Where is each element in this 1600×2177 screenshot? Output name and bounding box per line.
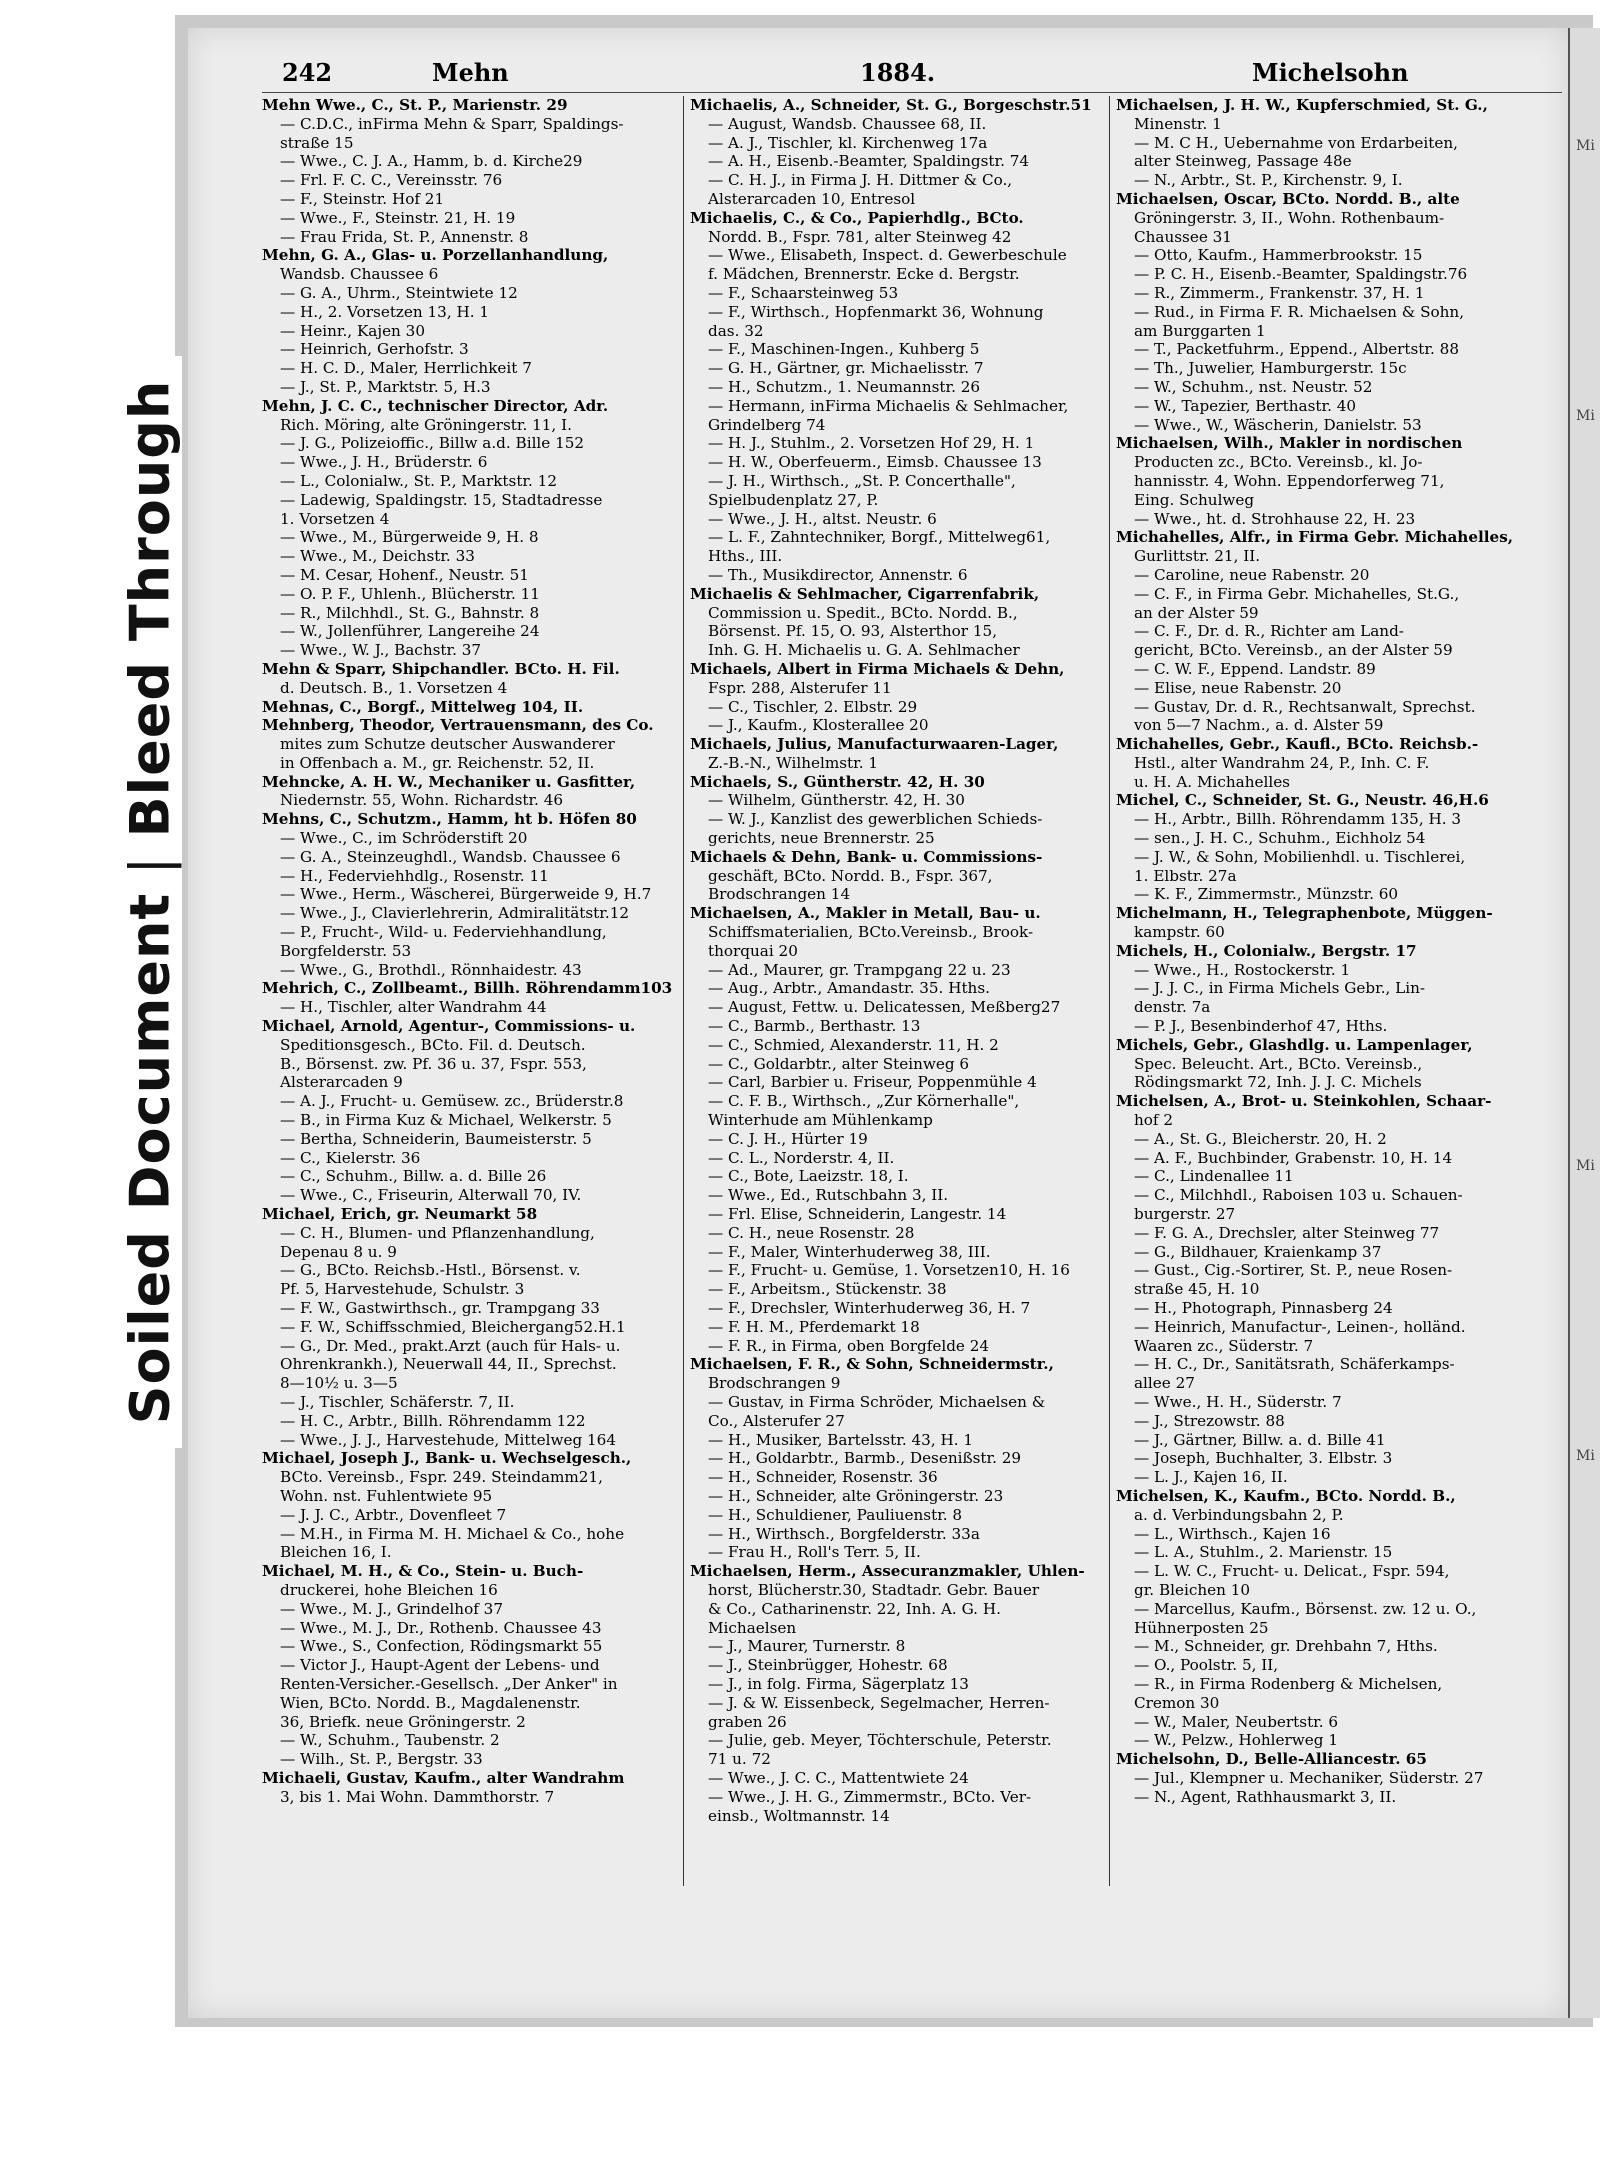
- directory-entry-heading: Michels, H., Colonialw., Bergstr. 17: [1116, 941, 1417, 960]
- directory-entry-line: Wien, BCto. Nordd. B., Magdalenenstr.: [280, 1693, 581, 1712]
- directory-entry-line: — Wwe., G., Brothdl., Rönnhaidestr. 43: [280, 960, 582, 979]
- directory-entry-line: — Wilhelm, Güntherstr. 42, H. 30: [708, 791, 965, 810]
- directory-entry-heading: Michaels, Albert in Firma Michaels & Dehn,: [690, 659, 1065, 678]
- directory-entry-line: — J., Steinbrügger, Hohestr. 68: [708, 1656, 948, 1675]
- directory-entry-line: — W., Jollenführer, Langereihe 24: [280, 622, 540, 641]
- directory-entry-line: — A. F., Buchbinder, Grabenstr. 10, H. 14: [1134, 1148, 1453, 1167]
- directory-entry-line: — Elise, neue Rabenstr. 20: [1134, 678, 1342, 697]
- directory-entry-line: — O., Poolstr. 5, II,: [1134, 1656, 1279, 1675]
- directory-entry-line: — M., Schneider, gr. Drehbahn 7, Hths.: [1134, 1637, 1438, 1656]
- directory-entry-heading: Mehn, J. C. C., technischer Director, Adr.: [262, 396, 609, 415]
- directory-entry-line: — Frl. F. C. C., Vereinsstr. 76: [280, 171, 503, 190]
- directory-entry-line: Waaren zc., Süderstr. 7: [1134, 1336, 1314, 1355]
- directory-entry-line: Hühnerposten 25: [1134, 1618, 1269, 1637]
- directory-entry-line: — J. G., Polizeioffic., Billw a.d. Bille 152: [280, 434, 585, 453]
- directory-entry-line: Producten zc., BCto. Vereinsb., kl. Jo-: [1134, 453, 1423, 472]
- directory-entry-line: mites zum Schutze deutscher Auswanderer: [280, 735, 615, 754]
- directory-entry-line: Rich. Möring, alte Gröningerstr. 11, I.: [280, 415, 572, 434]
- directory-entry-line: — Wwe., M., Bürgerweide 9, H. 8: [280, 528, 539, 547]
- directory-entry-line: Eing. Schulweg: [1134, 490, 1255, 509]
- directory-entry-line: — Victor J., Haupt-Agent der Lebens- und: [280, 1656, 600, 1675]
- directory-entry-heading: Michaelsen, Herm., Assecuranzmakler, Uhlen-: [690, 1562, 1085, 1581]
- directory-entry-line: Michaelsen: [708, 1618, 797, 1637]
- directory-entry-heading: Mehncke, A. H. W., Mechaniker u. Gasfitter,: [262, 772, 636, 791]
- directory-entry-line: — H. W., Oberfeuerm., Eimsb. Chaussee 13: [708, 453, 1042, 472]
- directory-entry-line: — C., Tischler, 2. Elbstr. 29: [708, 697, 918, 716]
- label-bleed-through: Bleed Through: [118, 379, 182, 838]
- directory-entry-line: — Gustav, in Firma Schröder, Michaelsen &: [708, 1392, 1046, 1411]
- directory-entry-line: — Wwe., ht. d. Strohhause 22, H. 23: [1134, 509, 1416, 528]
- directory-entry-line: — Wwe., F., Steinstr. 21, H. 19: [280, 208, 516, 227]
- directory-entry-line: — C. L., Norderstr. 4, II.: [708, 1148, 895, 1167]
- next-page-edge: [1568, 28, 1600, 2018]
- directory-entry-line: — F., Maschinen-Ingen., Kuhberg 5: [708, 340, 980, 359]
- directory-entry-line: — Wwe., M. J., Grindelhof 37: [280, 1599, 503, 1618]
- directory-entry-line: — Heinrich, Manufactur-, Leinen-, holländ.: [1134, 1317, 1466, 1336]
- directory-entry-line: — C., Schmied, Alexanderstr. 11, H. 2: [708, 1035, 999, 1054]
- directory-entry-line: — H., Schuldiener, Pauliuenstr. 8: [708, 1505, 963, 1524]
- directory-entry-line: u. H. A. Michahelles: [1134, 772, 1290, 791]
- directory-entry-line: denstr. 7a: [1134, 998, 1211, 1017]
- directory-entry-line: BCto. Vereinsb., Fspr. 249. Steindamm21,: [280, 1468, 603, 1487]
- directory-entry-line: Co., Alsterufer 27: [708, 1411, 845, 1430]
- directory-entry-line: — T., Packetfuhrm., Eppend., Albertstr. 88: [1134, 340, 1459, 359]
- directory-entry-line: — H., Photograph, Pinnasberg 24: [1134, 1299, 1393, 1317]
- directory-entry-heading: Michaels & Dehn, Bank- u. Commissions-: [690, 847, 1043, 866]
- directory-entry-line: — W. J., Kanzlist des gewerblichen Schieds-: [708, 810, 1043, 829]
- directory-entry-heading: Michahelles, Alfr., in Firma Gebr. Michahelles,: [1116, 528, 1514, 547]
- directory-entry-line: an der Alster 59: [1134, 603, 1259, 622]
- directory-entry-line: — F. W., Gastwirthsch., gr. Trampgang 33: [280, 1299, 600, 1317]
- directory-entry-line: — Bertha, Schneiderin, Baumeisterstr. 5: [280, 1129, 592, 1148]
- directory-entry-line: — C.D.C., inFirma Mehn & Sparr, Spaldings-: [280, 114, 624, 133]
- directory-entry-line: druckerei, hohe Bleichen 16: [280, 1580, 498, 1599]
- directory-entry-line: — Joseph, Buchhalter, 3. Elbstr. 3: [1134, 1449, 1393, 1468]
- directory-entry-line: — Wwe., H. H., Süderstr. 7: [1134, 1392, 1342, 1411]
- directory-entry-line: Chaussee 31: [1134, 227, 1232, 246]
- directory-entry-heading: Mehnas, C., Borgf., Mittelweg 104, II.: [262, 697, 584, 716]
- directory-entry-heading: Michael, Erich, gr. Neumarkt 58: [262, 1205, 538, 1224]
- directory-entry-line: einsb., Woltmannstr. 14: [708, 1806, 890, 1825]
- directory-entry-line: — C., Bote, Laeizstr. 18, I.: [708, 1167, 909, 1186]
- directory-entry-line: — Th., Juwelier, Hamburgerstr. 15c: [1134, 359, 1407, 378]
- directory-entry-line: — H., Schneider, Rosenstr. 36: [708, 1468, 938, 1487]
- page-number: 242: [282, 58, 333, 87]
- directory-entry-line: 1. Elbstr. 27a: [1134, 866, 1237, 885]
- directory-entry-line: — J., St. P., Marktstr. 5, H.3: [280, 377, 491, 396]
- directory-entry-line: — H., Schneider, alte Gröningerstr. 23: [708, 1486, 1004, 1505]
- header-right-word: Michelsohn: [1252, 58, 1409, 87]
- directory-entry-line: — Wwe., Herm., Wäscherei, Bürgerweide 9, H.7: [280, 885, 652, 904]
- directory-entry-line: — Wilh., St. P., Bergstr. 33: [280, 1750, 483, 1769]
- directory-entry-line: gericht, BCto. Vereinsb., an der Alster 59: [1134, 641, 1453, 660]
- directory-entry-line: — W., Pelzw., Hohlerweg 1: [1134, 1731, 1338, 1750]
- directory-column-1: [262, 96, 678, 1807]
- directory-entry-line: — Wwe., J. H., Brüderstr. 6: [280, 453, 488, 472]
- directory-entry-line: das. 32: [708, 321, 764, 340]
- directory-entry-line: — Ladewig, Spaldingstr. 15, Stadtadresse: [280, 490, 603, 509]
- directory-entry-line: in Offenbach a. M., gr. Reichenstr. 52, II.: [280, 753, 595, 772]
- directory-entry-line: — Caroline, neue Rabenstr. 20: [1134, 565, 1370, 584]
- directory-entry-line: Fspr. 288, Alsterufer 11: [708, 678, 892, 697]
- directory-entry-line: Schiffsmaterialien, BCto.Vereinsb., Brook-: [708, 923, 1034, 942]
- directory-entry-line: — W., Schuhm., Taubenstr. 2: [280, 1731, 500, 1750]
- directory-entry-line: — Aug., Arbtr., Amandastr. 35. Hths.: [708, 979, 990, 998]
- directory-entry-line: — J. J. C., in Firma Michels Gebr., Lin-: [1134, 979, 1426, 998]
- directory-entry-line: — Gust., Cig.-Sortirer, St. P., neue Rosen-: [1134, 1261, 1453, 1280]
- directory-entry-line: — Frau H., Roll's Terr. 5, II.: [708, 1543, 921, 1562]
- directory-entry-line: Ohrenkrankh.), Neuerwall 44, II., Sprechst.: [280, 1355, 617, 1374]
- column-divider: [1109, 96, 1110, 1886]
- directory-entry-line: f. Mädchen, Brennerstr. Ecke d. Bergstr.: [708, 265, 1020, 284]
- directory-entry-line: — Wwe., C., im Schröderstift 20: [280, 829, 528, 848]
- directory-entry-line: — C. H. J., in Firma J. H. Dittmer & Co.,: [708, 171, 1013, 190]
- directory-entry-line: — N., Agent, Rathhausmarkt 3, II.: [1134, 1787, 1397, 1806]
- directory-entry-line: — Frau Frida, St. P., Annenstr. 8: [280, 227, 529, 246]
- directory-entry-line: — L. J., Kajen 16, II.: [1134, 1468, 1288, 1487]
- directory-entry-heading: Michaelsen, Wilh., Makler in nordischen: [1116, 434, 1463, 453]
- directory-entry-line: — J. H., Wirthsch., „St. P. Concerthalle",: [708, 471, 1016, 490]
- directory-entry-line: — August, Fettw. u. Delicatessen, Meßberg27: [708, 998, 1061, 1017]
- directory-entry-heading: Michelsohn, D., Belle-Alliancestr. 65: [1116, 1750, 1427, 1769]
- directory-entry-line: — C., Barmb., Berthastr. 13: [708, 1017, 921, 1036]
- directory-entry-line: — Wwe., Elisabeth, Inspect. d. Gewerbeschule: [708, 246, 1067, 265]
- directory-entry-line: — H. C., Dr., Sanitätsrath, Schäferkamps-: [1134, 1355, 1455, 1374]
- directory-entry-line: — A., St. G., Bleicherstr. 20, H. 2: [1134, 1129, 1387, 1148]
- directory-entry-line: — G. A., Steinzeughdl., Wandsb. Chaussee 6: [280, 847, 621, 866]
- directory-entry-line: hof 2: [1134, 1111, 1174, 1130]
- directory-entry-line: Rödingsmarkt 72, Inh. J. J. C. Michels: [1134, 1073, 1422, 1092]
- directory-entry-line: 1. Vorsetzen 4: [280, 509, 390, 528]
- directory-entry-line: — L. F., Zahntechniker, Borgf., Mittelweg61,: [708, 528, 1051, 547]
- directory-entry-line: — Carl, Barbier u. Friseur, Poppenmühle 4: [708, 1073, 1037, 1092]
- directory-entry-line: — Wwe., H., Rostockerstr. 1: [1134, 960, 1351, 979]
- directory-entry-line: allee 27: [1134, 1374, 1195, 1393]
- directory-entry-heading: Michaels, Julius, Manufacturwaaren-Lager,: [690, 735, 1059, 754]
- directory-entry-line: — R., Milchhdl., St. G., Bahnstr. 8: [280, 603, 540, 622]
- directory-entry-line: — sen., J. H. C., Schuhm., Eichholz 54: [1134, 829, 1426, 848]
- directory-entry-line: Grindelberg 74: [708, 415, 826, 434]
- directory-entry-line: — J. J. C., Arbtr., Dovenfleet 7: [280, 1505, 507, 1524]
- directory-entry-line: Borgfelderstr. 53: [280, 941, 412, 960]
- directory-entry-line: — Wwe., J. H., altst. Neustr. 6: [708, 509, 937, 528]
- directory-entry-line: — C., Milchhdl., Raboisen 103 u. Schauen-: [1134, 1186, 1463, 1205]
- directory-entry-line: — H., Wirthsch., Borgfelderstr. 33a: [708, 1524, 980, 1543]
- directory-entry-line: — J., in folg. Firma, Sägerplatz 13: [708, 1674, 969, 1693]
- directory-entry-line: Börsenst. Pf. 15, O. 93, Alsterthor 15,: [708, 622, 998, 641]
- directory-entry-line: — Wwe., J. C. C., Mattentwiete 24: [708, 1768, 969, 1787]
- directory-entry-line: 71 u. 72: [708, 1750, 771, 1769]
- directory-entry-line: d. Deutsch. B., 1. Vorsetzen 4: [280, 678, 508, 697]
- edge-ghost-text: Mi: [1576, 1448, 1595, 1464]
- header-rule: [262, 92, 1562, 93]
- directory-entry-line: — C. F., in Firma Gebr. Michahelles, St.G.,: [1134, 584, 1460, 603]
- directory-entry-line: — C. W. F., Eppend. Landstr. 89: [1134, 659, 1376, 678]
- directory-entry-line: — Wwe., C. J. A., Hamm, b. d. Kirche29: [280, 152, 583, 171]
- directory-entry-line: Inh. G. H. Michaelis u. G. A. Sehlmacher: [708, 641, 1020, 660]
- directory-entry-line: — P. J., Besenbinderhof 47, Hths.: [1134, 1017, 1388, 1036]
- directory-entry-line: — J., Tischler, Schäferstr. 7, II.: [280, 1392, 515, 1411]
- directory-entry-line: — F., Arbeitsm., Stückenstr. 38: [708, 1280, 947, 1299]
- directory-entry-line: am Burggarten 1: [1134, 321, 1266, 340]
- directory-entry-line: von 5—7 Nachm., a. d. Alster 59: [1134, 716, 1384, 735]
- directory-entry-line: 3, bis 1. Mai Wohn. Dammthorstr. 7: [280, 1787, 555, 1806]
- directory-entry-line: B., Börsenst. zw. Pf. 36 u. 37, Fspr. 553,: [280, 1054, 587, 1073]
- directory-entry-line: — Wwe., J. H. G., Zimmermstr., BCto. Ver-: [708, 1787, 1032, 1806]
- side-label-text: [119, 380, 182, 1425]
- directory-entry-line: straße 15: [280, 133, 354, 152]
- side-label: [118, 356, 182, 1448]
- directory-entry-line: Minenstr. 1: [1134, 114, 1222, 133]
- directory-entry-heading: Mehrich, C., Zollbeamt., Billh. Röhrendamm103: [262, 979, 673, 998]
- directory-entry-line: Nordd. B., Fspr. 781, alter Steinweg 42: [708, 227, 1012, 246]
- directory-entry-line: — H., 2. Vorsetzen 13, H. 1: [280, 302, 490, 321]
- directory-entry-line: — Wwe., J., Clavierlehrerin, Admiralitätstr.12: [280, 904, 630, 923]
- directory-entry-heading: Michaelis, A., Schneider, St. G., Borgeschstr.51: [690, 96, 1092, 114]
- directory-entry-line: Brodschrangen 14: [708, 885, 851, 904]
- directory-entry-line: — W., Maler, Neubertstr. 6: [1134, 1712, 1339, 1731]
- directory-entry-line: — M.H., in Firma M. H. Michael & Co., hohe: [280, 1524, 625, 1543]
- directory-entry-line: Hstl., alter Wandrahm 24, P., Inh. C. F.: [1134, 753, 1430, 772]
- directory-entry-heading: Michaelsen, J. H. W., Kupferschmied, St. G.,: [1116, 96, 1488, 114]
- directory-entry-line: Commission u. Spedit., BCto. Nordd. B.,: [708, 603, 1018, 622]
- header-year: 1884.: [860, 58, 936, 87]
- directory-entry-heading: Michelsen, K., Kaufm., BCto. Nordd. B.,: [1116, 1486, 1456, 1505]
- directory-entry-line: — H. C., Arbtr., Billh. Röhrendamm 122: [280, 1411, 586, 1430]
- directory-entry-line: burgerstr. 27: [1134, 1205, 1236, 1224]
- directory-entry-line: — F., Wirthsch., Hopfenmarkt 36, Wohnung: [708, 302, 1044, 321]
- directory-entry-line: — H., Goldarbtr., Barmb., Desenißstr. 29: [708, 1449, 1022, 1468]
- directory-entry-heading: Mehn, G. A., Glas- u. Porzellanhandlung,: [262, 246, 609, 265]
- directory-entry-line: Gurlittstr. 21, II.: [1134, 547, 1261, 566]
- directory-entry-line: — H., Tischler, alter Wandrahm 44: [280, 998, 547, 1017]
- directory-entry-line: — Wwe., S., Confection, Rödingsmarkt 55: [280, 1637, 603, 1656]
- directory-entry-heading: Michel, C., Schneider, St. G., Neustr. 46,H.6: [1116, 791, 1489, 810]
- directory-entry-line: — G. A., Uhrm., Steintwiete 12: [280, 283, 518, 302]
- directory-entry-line: — G. H., Gärtner, gr. Michaelisstr. 7: [708, 359, 984, 378]
- directory-entry-line: — R., Zimmerm., Frankenstr. 37, H. 1: [1134, 283, 1425, 302]
- directory-entry-line: — Th., Musikdirector, Annenstr. 6: [708, 565, 968, 584]
- directory-entry-heading: Michaelis & Sehlmacher, Cigarrenfabrik,: [690, 584, 1040, 603]
- directory-entry-line: — C., Goldarbtr., alter Steinweg 6: [708, 1054, 970, 1073]
- directory-entry-line: Gröningerstr. 3, II., Wohn. Rothenbaum-: [1134, 208, 1445, 227]
- directory-entry-line: Winterhude am Mühlenkamp: [708, 1111, 933, 1130]
- directory-entry-heading: Michaels, S., Güntherstr. 42, H. 30: [690, 772, 985, 791]
- directory-entry-line: — F. H. M., Pferdemarkt 18: [708, 1317, 920, 1336]
- directory-entry-line: — G., Dr. Med., prakt.Arzt (auch für Hals- u.: [280, 1336, 621, 1355]
- directory-entry-line: — A. J., Frucht- u. Gemüsew. zc., Brüderstr.8: [280, 1092, 624, 1111]
- label-soiled-document: Soiled Document: [118, 892, 182, 1425]
- directory-entry-line: Brodschrangen 9: [708, 1374, 841, 1393]
- directory-entry-line: — C., Lindenallee 11: [1134, 1167, 1294, 1186]
- directory-entry-line: — C. J. H., Hürter 19: [708, 1129, 868, 1148]
- directory-entry-line: Pf. 5, Harvestehude, Schulstr. 3: [280, 1280, 525, 1299]
- directory-entry-line: Spielbudenplatz 27, P.: [708, 490, 879, 509]
- directory-entry-heading: Mehn & Sparr, Shipchandler. BCto. H. Fil.: [262, 659, 620, 678]
- directory-entry-heading: Michels, Gebr., Glashdlg. u. Lampenlager,: [1116, 1035, 1473, 1054]
- edge-ghost-text: Mi: [1576, 138, 1595, 154]
- directory-entry-heading: Michaelis, C., & Co., Papierhdlg., BCto.: [690, 208, 1024, 227]
- directory-entry-line: — Hermann, inFirma Michaelis & Sehlmacher,: [708, 396, 1069, 415]
- directory-entry-line: — B., in Firma Kuz & Michael, Welkerstr. 5: [280, 1111, 612, 1130]
- directory-entry-line: — W., Tapezier, Berthastr. 40: [1134, 396, 1357, 415]
- directory-entry-heading: Mehnberg, Theodor, Vertrauensmann, des Co.: [262, 716, 654, 735]
- directory-entry-heading: Michael, Arnold, Agentur-, Commissions- u.: [262, 1017, 636, 1036]
- directory-entry-line: Renten-Versicher.-Gesellsch. „Der Anker" in: [280, 1674, 618, 1693]
- directory-entry-heading: Michaelsen, A., Makler in Metall, Bau- u.: [690, 904, 1041, 923]
- directory-entry-line: — C. F., Dr. d. R., Richter am Land-: [1134, 622, 1404, 641]
- directory-entry-line: — J., Strezowstr. 88: [1134, 1411, 1285, 1430]
- directory-entry-line: — G., BCto. Reichsb.-Hstl., Börsenst. v.: [280, 1261, 581, 1280]
- directory-entry-line: Spec. Beleucht. Art., BCto. Vereinsb.,: [1134, 1054, 1423, 1073]
- directory-entry-line: graben 26: [708, 1712, 787, 1731]
- directory-entry-line: straße 45, H. 10: [1134, 1280, 1260, 1299]
- directory-entry-line: — C. H., neue Rosenstr. 28: [708, 1223, 915, 1242]
- directory-entry-line: — H. C. D., Maler, Herrlichkeit 7: [280, 359, 532, 378]
- directory-entry-line: — P. C. H., Eisenb.-Beamter, Spaldingstr.76: [1134, 265, 1468, 284]
- directory-entry-line: — J., Maurer, Turnerstr. 8: [708, 1637, 906, 1656]
- label-separator: |: [118, 855, 182, 875]
- directory-entry-line: horst, Blücherstr.30, Stadtadr. Gebr. Bauer: [708, 1580, 1040, 1599]
- directory-entry-line: Alsterarcaden 9: [280, 1073, 403, 1092]
- directory-entry-line: — Frl. Elise, Schneiderin, Langestr. 14: [708, 1205, 1007, 1224]
- directory-entry-heading: Michelmann, H., Telegraphenbote, Müggen-: [1116, 904, 1493, 923]
- directory-entry-line: — F. W., Schiffsschmied, Bleichergang52.H.1: [280, 1317, 626, 1336]
- directory-entry-line: — N., Arbtr., St. P., Kirchenstr. 9, I.: [1134, 171, 1403, 190]
- directory-entry-line: — Wwe., Ed., Rutschbahn 3, II.: [708, 1186, 949, 1205]
- directory-entry-line: Cremon 30: [1134, 1693, 1220, 1712]
- directory-entry-line: gerichts, neue Brennerstr. 25: [708, 829, 935, 848]
- directory-entry-line: — H., Musiker, Bartelsstr. 43, H. 1: [708, 1430, 974, 1449]
- directory-entry-line: — M. C H., Uebernahme von Erdarbeiten,: [1134, 133, 1458, 152]
- directory-entry-line: — L., Colonialw., St. P., Marktstr. 12: [280, 471, 558, 490]
- directory-entry-line: — Heinr., Kajen 30: [280, 321, 425, 340]
- directory-entry-line: — Marcellus, Kaufm., Börsenst. zw. 12 u. O.,: [1134, 1599, 1477, 1618]
- directory-entry-line: — R., in Firma Rodenberg & Michelsen,: [1134, 1674, 1443, 1693]
- column-divider: [683, 96, 684, 1886]
- directory-entry-line: — C. H., Blumen- und Pflanzenhandlung,: [280, 1223, 595, 1242]
- directory-entry-line: — L., Wirthsch., Kajen 16: [1134, 1524, 1331, 1543]
- directory-entry-heading: Michelsen, A., Brot- u. Steinkohlen, Schaar-: [1116, 1092, 1492, 1111]
- directory-entry-line: Bleichen 16, I.: [280, 1543, 392, 1562]
- directory-entry-line: — Rud., in Firma F. R. Michaelsen & Sohn,: [1134, 302, 1465, 321]
- directory-entry-line: — August, Wandsb. Chaussee 68, II.: [708, 114, 987, 133]
- directory-entry-line: gr. Bleichen 10: [1134, 1580, 1251, 1599]
- directory-entry-line: Hths., III.: [708, 547, 783, 566]
- directory-entry-line: Wohn. nst. Fuhlentwiete 95: [280, 1486, 493, 1505]
- directory-entry-line: — Wwe., M. J., Dr., Rothenb. Chaussee 43: [280, 1618, 602, 1637]
- edge-ghost-text: Mi: [1576, 408, 1595, 424]
- directory-entry-line: thorquai 20: [708, 941, 798, 960]
- directory-entry-line: — C., Schuhm., Billw. a. d. Bille 26: [280, 1167, 547, 1186]
- directory-entry-line: — J. W., & Sohn, Mobilienhdl. u. Tischlerei,: [1134, 847, 1466, 866]
- directory-entry-heading: Mehns, C., Schutzm., Hamm, ht b. Höfen 80: [262, 810, 637, 829]
- directory-entry-heading: Michahelles, Gebr., Kaufl., BCto. Reichsb.-: [1116, 735, 1479, 754]
- directory-entry-line: Speditionsgesch., BCto. Fil. d. Deutsch.: [280, 1035, 586, 1054]
- directory-entry-line: — H., Federviehhdlg., Rosenstr. 11: [280, 866, 549, 885]
- directory-entry-heading: Michael, M. H., & Co., Stein- u. Buch-: [262, 1562, 584, 1581]
- directory-entry-line: — Jul., Klempner u. Mechaniker, Süderstr. 27: [1134, 1768, 1484, 1787]
- directory-entry-line: Niedernstr. 55, Wohn. Richardstr. 46: [280, 791, 564, 810]
- directory-entry-line: — H. J., Stuhlm., 2. Vorsetzen Hof 29, H. 1: [708, 434, 1035, 453]
- directory-entry-line: a. d. Verbindungsbahn 2, P.: [1134, 1505, 1344, 1524]
- directory-entry-line: — F., Steinstr. Hof 21: [280, 189, 445, 208]
- directory-entry-line: — Ad., Maurer, gr. Trampgang 22 u. 23: [708, 960, 1011, 979]
- directory-entry-heading: Michael, Joseph J., Bank- u. Wechselgesch.,: [262, 1449, 632, 1468]
- directory-entry-line: — Otto, Kaufm., Hammerbrookstr. 15: [1134, 246, 1423, 265]
- directory-entry-line: — O. P. F., Uhlenh., Blücherstr. 11: [280, 584, 540, 603]
- directory-entry-line: geschäft, BCto. Nordd. B., Fspr. 367,: [708, 866, 993, 885]
- directory-entry-line: — Wwe., W., Wäscherin, Danielstr. 53: [1134, 415, 1422, 434]
- directory-entry-line: 36, Briefk. neue Gröningerstr. 2: [280, 1712, 526, 1731]
- directory-entry-line: Depenau 8 u. 9: [280, 1242, 397, 1261]
- directory-entry-line: & Co., Catharinenstr. 22, Inh. A. G. H.: [708, 1599, 1001, 1618]
- directory-entry-line: — F. R., in Firma, oben Borgfelde 24: [708, 1336, 990, 1355]
- directory-entry-line: — Wwe., J. J., Harvestehude, Mittelweg 164: [280, 1430, 616, 1449]
- directory-entry-line: — J., Kaufm., Klosterallee 20: [708, 716, 929, 735]
- directory-column-3: [1116, 96, 1532, 1807]
- directory-entry-line: alter Steinweg, Passage 48e: [1134, 152, 1352, 171]
- directory-entry-line: — Wwe., M., Deichstr. 33: [280, 547, 475, 566]
- directory-entry-line: hannisstr. 4, Wohn. Eppendorferweg 71,: [1134, 471, 1445, 490]
- directory-entry-line: — G., Bildhauer, Kraienkamp 37: [1134, 1242, 1382, 1261]
- directory-entry-heading: Michaelsen, F. R., & Sohn, Schneidermstr.,: [690, 1355, 1054, 1374]
- directory-entry-line: — F., Schaarsteinweg 53: [708, 283, 899, 302]
- directory-entry-line: — Heinrich, Gerhofstr. 3: [280, 340, 469, 359]
- directory-entry-line: — M. Cesar, Hohenf., Neustr. 51: [280, 565, 529, 584]
- directory-entry-line: — J., Gärtner, Billw. a. d. Bille 41: [1134, 1430, 1386, 1449]
- directory-entry-line: — C., Kielerstr. 36: [280, 1148, 421, 1167]
- directory-entry-line: kampstr. 60: [1134, 923, 1225, 942]
- edge-ghost-text: Mi: [1576, 1158, 1595, 1174]
- directory-entry-heading: Michaeli, Gustav, Kaufm., alter Wandrahm: [262, 1768, 625, 1787]
- directory-entry-line: — F., Drechsler, Winterhuderweg 36, H. 7: [708, 1299, 1031, 1317]
- directory-entry-heading: Mehn Wwe., C., St. P., Marienstr. 29: [262, 96, 568, 114]
- directory-entry-line: Wandsb. Chaussee 6: [280, 265, 439, 284]
- directory-entry-line: — Julie, geb. Meyer, Töchterschule, Peterstr.: [708, 1731, 1052, 1750]
- directory-entry-heading: Michaelsen, Oscar, BCto. Nordd. B., alte: [1116, 189, 1460, 208]
- directory-entry-line: — P., Frucht-, Wild- u. Federviehhandlung,: [280, 923, 607, 942]
- directory-entry-line: Z.-B.-N., Wilhelmstr. 1: [708, 753, 879, 772]
- directory-entry-line: — W., Schuhm., nst. Neustr. 52: [1134, 377, 1373, 396]
- directory-entry-line: — Wwe., C., Friseurin, Alterwall 70, IV.: [280, 1186, 582, 1205]
- directory-entry-line: — F., Maler, Winterhuderweg 38, III.: [708, 1242, 991, 1261]
- directory-entry-line: 8—10½ u. 3—5: [280, 1374, 398, 1393]
- directory-entry-line: Alsterarcaden 10, Entresol: [708, 189, 916, 208]
- directory-entry-line: — L. A., Stuhlm., 2. Marienstr. 15: [1134, 1543, 1393, 1562]
- header-left-word: Mehn: [432, 58, 509, 87]
- directory-entry-line: — J. & W. Eissenbeck, Segelmacher, Herren-: [708, 1693, 1050, 1712]
- directory-entry-line: — F. G. A., Drechsler, alter Steinweg 77: [1134, 1223, 1440, 1242]
- directory-entry-line: — C. F. B., Wirthsch., „Zur Körnerhalle",: [708, 1092, 1020, 1111]
- directory-entry-line: — Wwe., W. J., Bachstr. 37: [280, 641, 482, 660]
- directory-entry-line: — A. J., Tischler, kl. Kirchenweg 17a: [708, 133, 988, 152]
- directory-entry-line: — Gustav, Dr. d. R., Rechtsanwalt, Sprechst.: [1134, 697, 1476, 716]
- directory-entry-line: — H., Arbtr., Billh. Röhrendamm 135, H. 3: [1134, 810, 1462, 829]
- directory-entry-line: — H., Schutzm., 1. Neumannstr. 26: [708, 377, 981, 396]
- directory-entry-line: — K. F., Zimmermstr., Münzstr. 60: [1134, 885, 1399, 904]
- directory-entry-line: — L. W. C., Frucht- u. Delicat., Fspr. 594,: [1134, 1562, 1450, 1581]
- directory-column-2: [690, 96, 1106, 1825]
- directory-entry-line: — F., Frucht- u. Gemüse, 1. Vorsetzen10, H. 16: [708, 1261, 1070, 1280]
- directory-entry-line: — A. H., Eisenb.-Beamter, Spaldingstr. 74: [708, 152, 1030, 171]
